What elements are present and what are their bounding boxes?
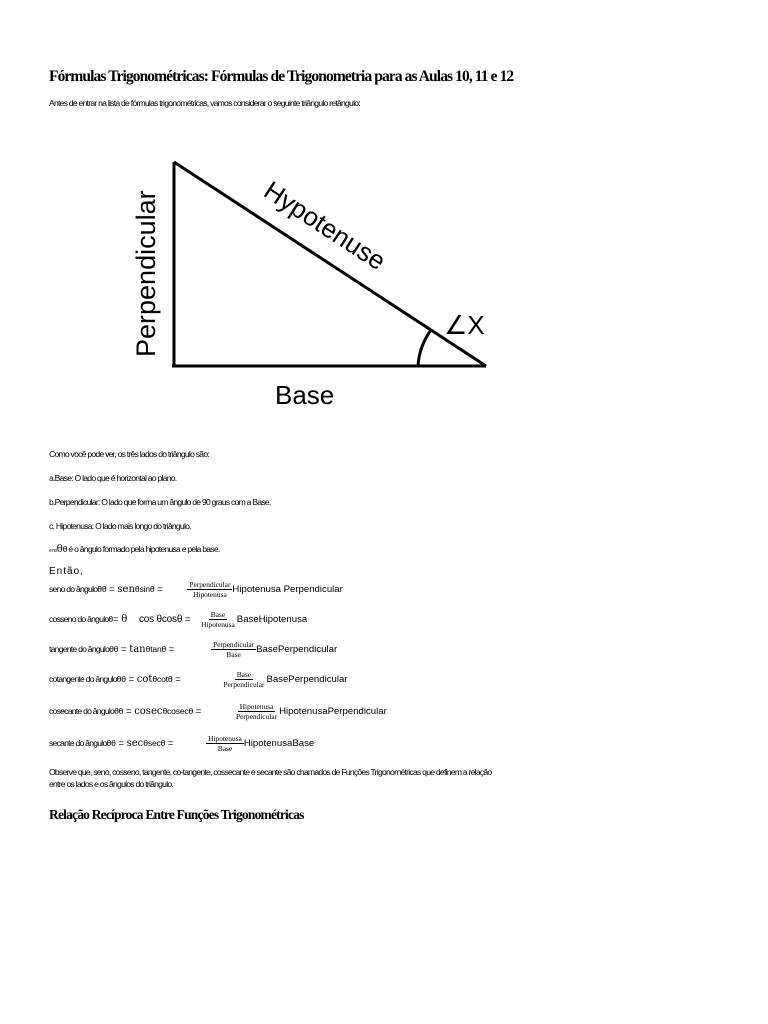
hypotenuse-label: Hypotenuse <box>258 174 392 277</box>
angle-definition <box>49 544 220 555</box>
fraction <box>206 734 244 753</box>
fraction-numerator: Hipotenusa <box>239 702 274 711</box>
side-c-text: c. Hipotenusa: O lado mais longo do triângulo. <box>49 521 191 531</box>
function-symbol-alt: θtanθ <box>145 643 167 654</box>
function-symbol-alt: θcotθ <box>152 673 173 684</box>
function-symbol: cosec <box>134 705 163 717</box>
fraction-denominator: Hipotenusa <box>193 590 227 599</box>
entao-text: Então, <box>49 566 84 577</box>
formula-after-text: BaseHipotenusa <box>236 613 308 625</box>
formula-cosine <box>49 610 307 629</box>
function-symbol: sec <box>126 737 144 749</box>
fraction <box>221 670 266 689</box>
formula-after-text: BasePerpendicular <box>266 673 348 685</box>
equals-sign: = <box>113 613 122 625</box>
page-title: Fórmulas Trigonométricas: Fórmulas de Trigonometria para as Aulas 10, 11 e 12 <box>49 68 514 85</box>
formula-cotangent <box>49 670 348 689</box>
function-symbol: sen <box>117 583 135 595</box>
angle-definition-text: θ é o ângulo formado pela hipotenusa e pela base. <box>62 544 220 554</box>
equals-sign: = <box>172 673 184 685</box>
fraction-denominator: Base <box>217 744 233 753</box>
formula-tangent <box>49 640 337 659</box>
fraction-denominator: Perpendicular <box>223 680 265 689</box>
equals-sign: = <box>106 583 118 595</box>
formula-after-text: HipotenusaBase <box>243 737 315 749</box>
fraction-denominator: Perpendicular <box>236 712 278 721</box>
theta-symbol: θθ <box>109 643 119 654</box>
function-symbol: cot <box>136 673 153 685</box>
fraction <box>211 640 256 659</box>
function-symbol-alt: θsecθ <box>143 737 166 748</box>
theta-symbol: θθ <box>106 737 116 748</box>
observe-text-line1: Observe que, seno, cosseno, tangente, co-tangente, cossecante e secante são chamados de Funções Trigonométricas que definem a relação <box>49 767 492 777</box>
function-symbol: tan <box>129 643 146 655</box>
fraction-numerator: Perpendicular <box>189 580 231 589</box>
equals-sign: = <box>118 643 130 655</box>
formula-label: cotangente do ângulo <box>49 673 117 684</box>
angle-label: ∠X <box>444 310 485 340</box>
formula-sine <box>49 580 343 599</box>
formula-secant <box>49 734 314 753</box>
formula-label: cosecante do ângulo <box>49 705 115 716</box>
theta-symbol: θθ <box>114 705 124 716</box>
fraction-numerator: Hipotenusa <box>208 734 242 743</box>
fraction-denominator: Base <box>226 650 241 659</box>
formula-label: secante do ângulo <box>49 737 107 748</box>
equals-sign: = <box>115 737 127 749</box>
perpendicular-label: Perpendicular <box>131 190 161 357</box>
side-a-text: a.Base: O lado que é horizontal ao plano. <box>49 473 177 483</box>
angle-definition-prefix: e no <box>49 548 57 554</box>
theta-symbol: θ <box>56 544 63 555</box>
function-symbol-alt: cos θcosθ <box>138 613 183 625</box>
intro-text: Antes de entrar na lista de fórmulas trigonométricas, vamos considerar o seguinte triângulo retângulo: <box>49 98 360 108</box>
formula-label: seno do ângulo <box>49 583 98 594</box>
angle-arc <box>418 330 431 366</box>
equals-sign: = <box>154 583 166 595</box>
fraction-numerator: Perpendicular <box>213 640 255 649</box>
section-heading: Relação Recíproca Entre Funções Trigonométricas <box>49 807 304 822</box>
fraction <box>234 702 279 721</box>
equals-sign: = <box>123 705 135 717</box>
theta-symbol: θ <box>108 613 113 624</box>
equals-sign: = <box>166 643 178 655</box>
theta-symbol: θθ <box>116 673 126 684</box>
formula-label: tangente do ângulo <box>49 643 110 654</box>
observe-text-line2: entre os lados e os ângulos do triângulo. <box>49 779 174 789</box>
function-symbol-alt: θcosecθ <box>162 705 194 716</box>
equals-sign: = <box>182 613 194 625</box>
fraction-denominator: Hipotenusa <box>201 620 235 629</box>
formula-after-text: HipotenusaPerpendicular <box>279 705 387 717</box>
formula-cosecant <box>49 702 387 721</box>
sides-intro: Como você pode ver, os três lados do triângulo são: <box>49 449 209 459</box>
theta-symbol: θθ <box>97 583 107 594</box>
function-symbol: θ <box>121 613 128 625</box>
right-triangle-figure <box>120 150 510 415</box>
fraction <box>199 610 237 629</box>
formula-after-text: Hipotenusa Perpendicular <box>232 583 343 595</box>
function-symbol-alt: θsinθ <box>134 583 155 594</box>
side-b-text: b.Perpendicular: O lado que forma um ângulo de 90 graus com a Base. <box>49 497 271 507</box>
base-label: Base <box>275 380 335 410</box>
fraction <box>187 580 232 599</box>
equals-sign: = <box>165 737 177 749</box>
fraction-numerator: Base <box>210 610 226 619</box>
equals-sign: = <box>193 705 205 717</box>
fraction-numerator: Base <box>236 670 252 679</box>
formula-label: cosseno do ângulo <box>49 613 109 624</box>
formula-after-text: BasePerpendicular <box>256 643 338 655</box>
hypotenuse-side <box>174 162 486 366</box>
equals-sign: = <box>125 673 137 685</box>
